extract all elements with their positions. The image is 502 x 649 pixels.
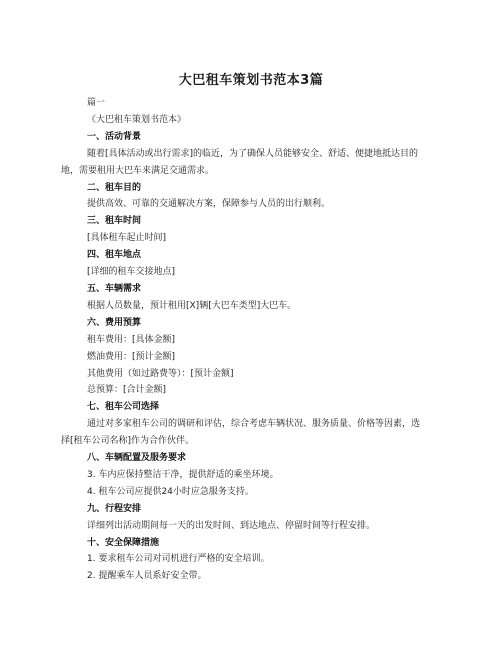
budget-item: 其他费用（如过路费等）：[预计金额] <box>87 368 234 379</box>
section-heading-safety: 十、安全保障措施 <box>87 537 160 548</box>
section-text-background <box>61 146 424 180</box>
section-text-company-selection <box>61 416 424 450</box>
budget-item: 租车费用：[具体金额] <box>87 334 176 345</box>
section-heading-background: 一、活动背景 <box>87 131 142 142</box>
paragraph-line: 择[租车公司名称]作为合作伙伴。 <box>61 436 195 447</box>
document-name: 《大巴租车策划书范本》 <box>87 114 187 125</box>
document-body <box>61 95 424 585</box>
section-heading-purpose: 二、租车目的 <box>87 182 142 193</box>
service-requirement-item: 4. 租车公司应提供24小时应急服务支持。 <box>87 486 254 497</box>
section-heading-itinerary: 九、行程安排 <box>87 503 142 514</box>
document-title: 大巴租车策划书范本3篇 <box>178 73 324 88</box>
safety-item: 2. 提醒乘车人员系好安全带。 <box>87 571 207 582</box>
section-text-itinerary: 详细列出活动期间每一天的出发时间、到达地点、停留时间等行程安排。 <box>87 520 376 531</box>
section-heading-budget: 六、费用预算 <box>87 317 142 328</box>
budget-item: 总预算：[合计金额] <box>87 385 167 396</box>
paragraph-line: 通过对多家租车公司的调研和评估，综合考虑车辆状况、服务质量、价格等因素，选 <box>87 419 421 430</box>
section-heading-company-selection: 七、租车公司选择 <box>87 402 160 413</box>
section-text-vehicle-needs: 根据人员数量，预计租用[X]辆[大巴车类型]大巴车。 <box>87 300 297 311</box>
section-heading-service-requirements: 八、车辆配置及服务要求 <box>87 453 187 464</box>
paragraph-line: 地，需要租用大巴车来满足交通需求。 <box>61 165 215 176</box>
section-text-purpose: 提供高效、可靠的交通解决方案，保障参与人员的出行顺利。 <box>87 199 331 210</box>
paragraph-line: 随着[具体活动或出行需求]的临近，为了确保人员能够安全、舒适、便捷地抵达目的 <box>87 148 419 159</box>
service-requirement-item: 3. 车内应保持整洁干净，提供舒适的乘坐环境。 <box>87 469 279 480</box>
section-heading-location: 四、租车地点 <box>87 250 142 261</box>
section-heading-time: 三、租车时间 <box>87 216 142 227</box>
safety-item: 1. 要求租车公司对司机进行严格的安全培训。 <box>87 554 270 565</box>
budget-item: 燃油费用：[预计金额] <box>87 351 176 362</box>
part-label: 篇一 <box>87 98 106 108</box>
section-text-time: [具体租车起止时间] <box>87 233 167 244</box>
section-heading-vehicle-needs: 五、车辆需求 <box>87 283 142 294</box>
section-text-location: [详细的租车交接地点] <box>87 267 176 278</box>
